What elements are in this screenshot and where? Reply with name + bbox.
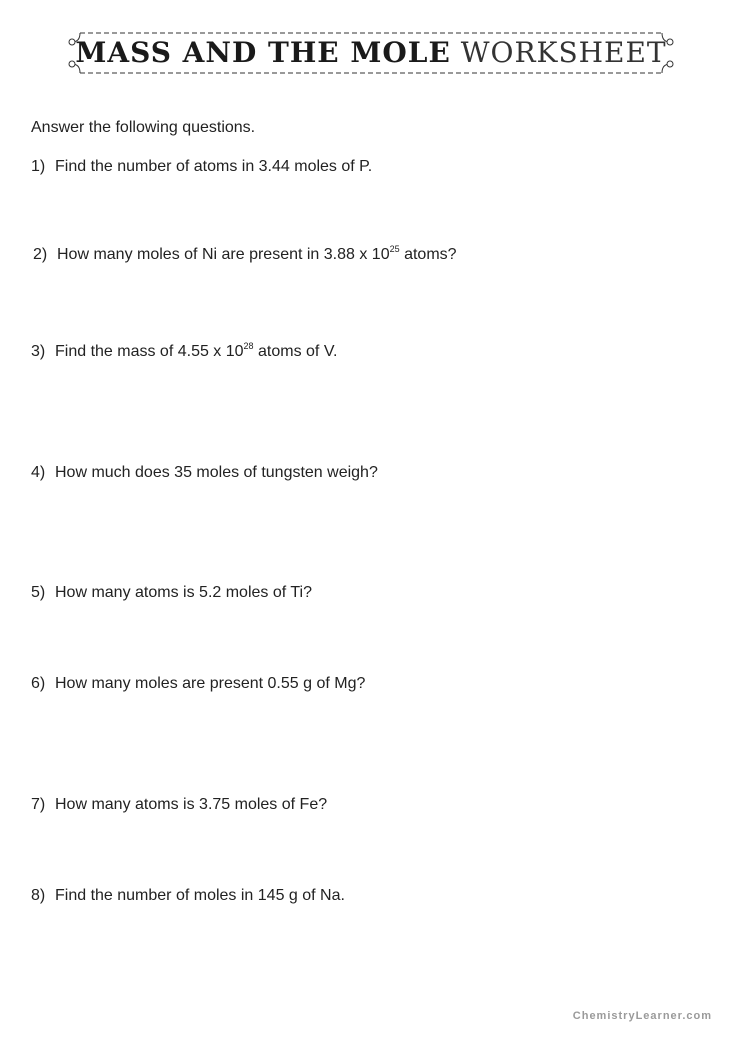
page-title-light: WORKSHEET: [460, 36, 667, 69]
question-5: [31, 584, 312, 602]
question-number: 5): [31, 584, 46, 601]
page-title: [68, 36, 674, 70]
exponent: 25: [389, 244, 400, 254]
question-number: 3): [31, 343, 46, 360]
watermark: ChemistryLearner.com: [572, 1010, 712, 1022]
exponent: 28: [243, 341, 254, 351]
question-number: 6): [31, 675, 46, 692]
question-8: [31, 887, 345, 905]
question-number: 2): [33, 246, 48, 263]
question-text: How many atoms is 3.75 moles of Fe?: [55, 796, 328, 813]
question-text-end: atoms?: [399, 246, 457, 263]
question-text-end: atoms of V.: [253, 343, 338, 360]
question-text: How many atoms is 5.2 moles of Ti?: [55, 584, 312, 601]
question-text: How many moles of Ni are present in 3.88 x 10: [57, 246, 390, 263]
question-6: [31, 675, 365, 693]
question-number: 1): [31, 158, 46, 175]
question-text: Find the number of atoms in 3.44 moles of P.: [55, 158, 373, 175]
question-2: [33, 246, 457, 264]
question-7: [31, 796, 327, 814]
question-text: Find the number of moles in 145 g of Na.: [55, 887, 345, 904]
question-4: [31, 464, 378, 482]
question-text: Find the mass of 4.55 x 10: [55, 343, 244, 360]
question-3: [31, 343, 337, 361]
question-1: [31, 158, 372, 176]
page-title-bold: MASS AND THE MOLE: [75, 36, 451, 69]
question-number: 8): [31, 887, 46, 904]
question-number: 7): [31, 796, 46, 813]
question-text: How much does 35 moles of tungsten weigh?: [55, 464, 378, 481]
question-text: How many moles are present 0.55 g of Mg?: [55, 675, 366, 692]
title-banner: [68, 30, 674, 76]
question-number: 4): [31, 464, 46, 481]
instructions: Answer the following questions.: [31, 119, 256, 136]
